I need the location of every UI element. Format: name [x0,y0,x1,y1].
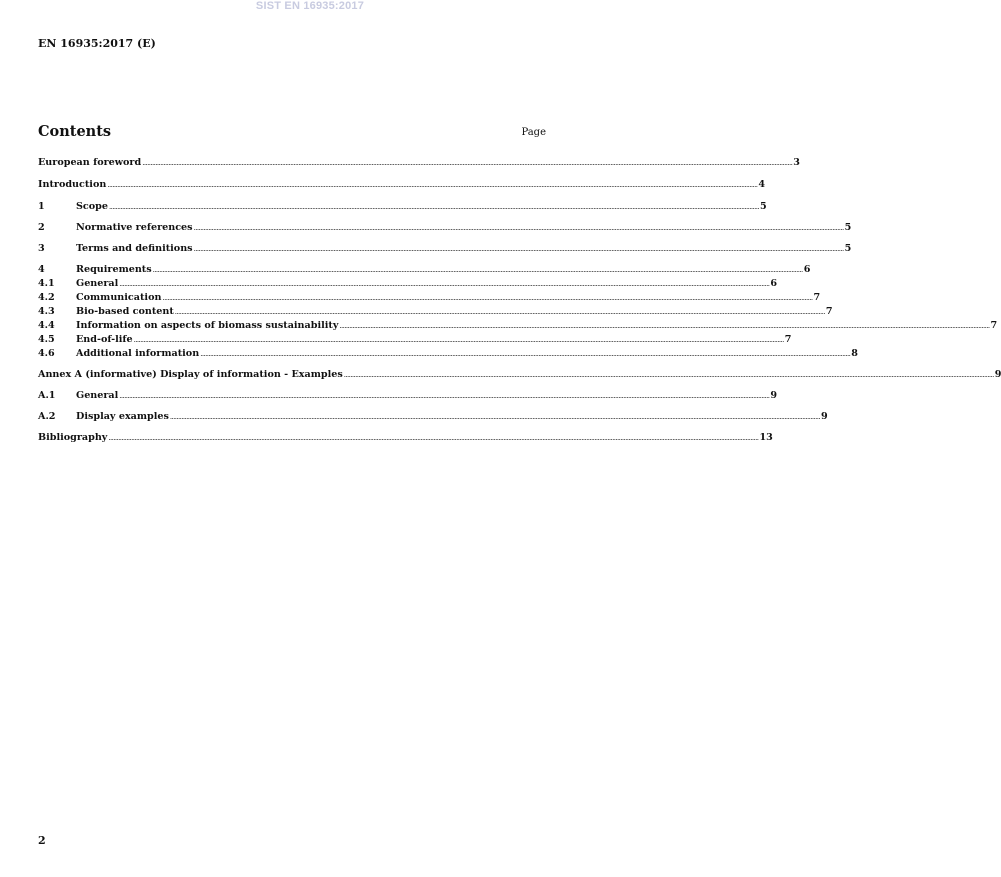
page-column-label: Page [521,127,546,138]
toc-entry-page: 3 [793,157,800,168]
toc-entry-title: Information on aspects of biomass sustainability [76,320,339,331]
toc-entry[interactable] [38,389,778,403]
toc-entry-title: European foreword [38,157,142,168]
toc-entry-title: Terms and definitions [76,243,193,254]
toc-entry-number: 2 [38,222,45,233]
toc-entry-title: General [76,278,119,289]
toc-entry-title: Additional information [76,348,200,359]
toc-entry-page: 7 [813,292,821,303]
dot-leader: ................................................................................................................................................................................................................................................................................................................................................................................................................ [193,224,844,232]
toc-entry-title: Requirements [76,264,152,275]
dot-leader: ................................................................................................................................................................................................................................................................................................................................................................................................................ [142,159,793,167]
toc-entry-title: Introduction [38,179,107,190]
toc-entry-page: 5 [844,222,852,233]
toc-entry-page: 5 [844,243,852,254]
toc-entry[interactable] [38,200,767,214]
toc-entry-page: 13 [759,432,773,443]
toc-entry-page: 5 [760,201,767,212]
toc-entry-page: 7 [825,306,833,317]
dot-leader: ................................................................................................................................................................................................................................................................................................................................................................................................................ [162,294,813,302]
dot-leader: ................................................................................................................................................................................................................................................................................................................................................................................................................ [343,371,994,379]
contents-heading: Contents [38,123,112,140]
toc-entry-page: 6 [770,278,778,289]
toc-entry[interactable] [38,333,792,347]
toc-entry[interactable] [38,221,852,235]
toc-entry-number: A.2 [38,411,56,422]
toc-entry-page: 8 [851,348,858,359]
toc-entry[interactable] [38,431,773,445]
toc-entry-number: 4.2 [38,292,55,303]
dot-leader: ................................................................................................................................................................................................................................................................................................................................................................................................................ [174,308,825,316]
toc-entry-page: 4 [758,179,766,190]
toc-entry-page: 7 [990,320,998,331]
toc-entry-number: 1 [38,201,45,212]
watermark: SIST EN 16935:2017 [255,0,365,12]
toc-entry-title: Bibliography [38,432,108,443]
dot-leader: ................................................................................................................................................................................................................................................................................................................................................................................................................ [119,392,770,400]
dot-leader: ................................................................................................................................................................................................................................................................................................................................................................................................................ [133,336,784,344]
dot-leader: ................................................................................................................................................................................................................................................................................................................................................................................................................ [152,266,803,274]
toc-entry-number: A.1 [38,390,56,401]
toc-entry-title: General [76,390,119,401]
toc-entry[interactable] [38,178,766,192]
toc-entry-page: 6 [803,264,811,275]
toc-entry-number: 4 [38,264,45,275]
dot-leader: ................................................................................................................................................................................................................................................................................................................................................................................................................ [169,413,820,421]
page-number: 2 [38,834,46,847]
dot-leader: ................................................................................................................................................................................................................................................................................................................................................................................................................ [200,350,851,358]
toc-entry-number: 4.6 [38,348,55,359]
dot-leader: ................................................................................................................................................................................................................................................................................................................................................................................................................ [107,181,758,189]
toc-entry-title: Scope [76,201,108,212]
toc-entry[interactable] [38,319,998,333]
toc-entry-number: 4.1 [38,278,55,289]
toc-entry-title: Display examples [76,411,169,422]
toc-entry-title: Bio-based content [76,306,174,317]
toc-entry[interactable] [38,277,778,291]
toc-entry-number: 4.3 [38,306,55,317]
toc-entry-page: 9 [994,369,1001,380]
toc-entry-page: 9 [820,411,828,422]
toc-entry-title: Communication [76,292,162,303]
table-of-contents [38,156,1001,445]
toc-entry[interactable] [38,347,858,361]
toc-entry[interactable] [38,368,1001,382]
toc-entry-number: 4.5 [38,334,55,345]
toc-entry[interactable] [38,291,821,305]
dot-leader: ................................................................................................................................................................................................................................................................................................................................................................................................................ [193,245,844,253]
toc-entry[interactable] [38,263,811,277]
dot-leader: ................................................................................................................................................................................................................................................................................................................................................................................................................ [108,203,760,211]
dot-leader: ................................................................................................................................................................................................................................................................................................................................................................................................................ [108,434,759,442]
toc-entry[interactable] [38,156,800,170]
toc-entry[interactable] [38,410,828,424]
toc-entry[interactable] [38,242,852,256]
document-id: EN 16935:2017 (E) [38,37,156,50]
toc-entry-number: 4.4 [38,320,55,331]
toc-entry-page: 9 [770,390,778,401]
toc-entry-number: 3 [38,243,45,254]
toc-entry-title: Annex A (informative) Display of information - Examples [38,369,343,380]
dot-leader: ................................................................................................................................................................................................................................................................................................................................................................................................................ [339,322,990,330]
dot-leader: ................................................................................................................................................................................................................................................................................................................................................................................................................ [119,280,770,288]
toc-entry-title: End-of-life [76,334,133,345]
toc-entry[interactable] [38,305,833,319]
toc-entry-page: 7 [784,334,792,345]
toc-entry-title: Normative references [76,222,193,233]
